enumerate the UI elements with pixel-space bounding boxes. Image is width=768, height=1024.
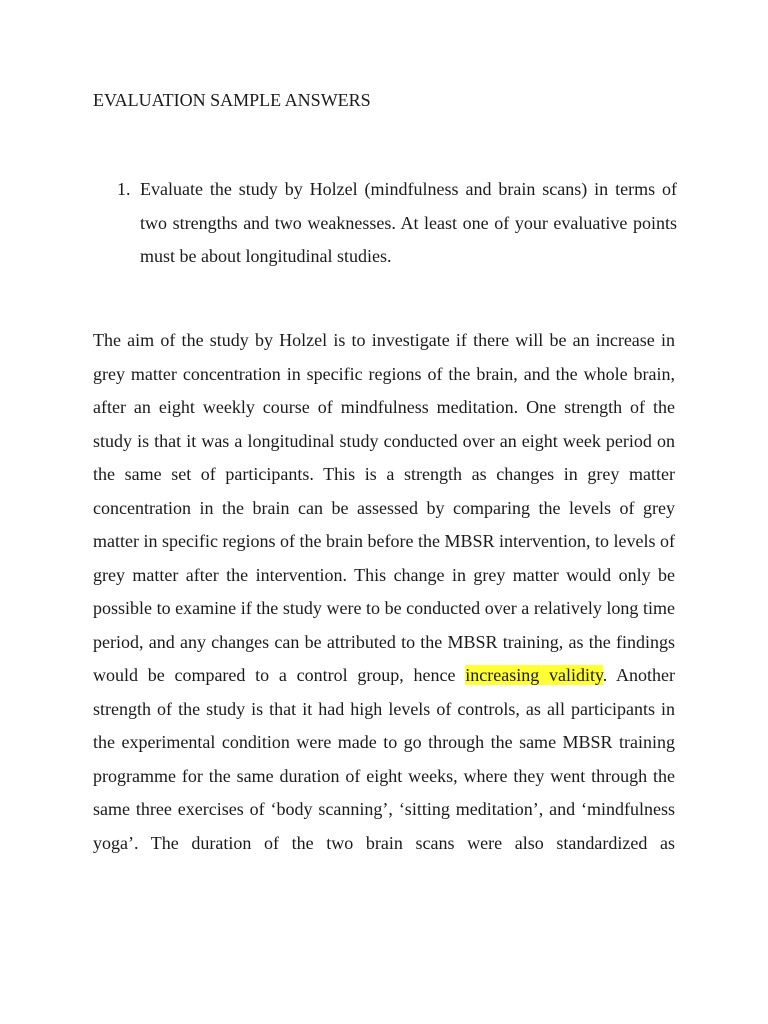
question-text: Evaluate the study by Holzel (mindfulness and brain scans) in terms of two strengths and two weaknesses. At least one of your evaluative points must be about longitudinal studies. — [140, 179, 677, 266]
answer-paragraph — [93, 324, 675, 860]
answer-body — [93, 324, 675, 860]
answer-text-part1: The aim of the study by Holzel is to investigate if there will be an increase in grey matter concentration in specific regions of the brain, and the whole brain, after an eight weekly course of mindfulness meditation. One strength of the study is that it was a longitudinal study conducted over an eight week period on the same set of participants. This is a strength as changes in grey matter concentration in the brain can be assessed by comparing the levels of grey matter in specific regions of the brain before the MBSR intervention, to levels of grey matter after the intervention. This change in grey matter would only be possible to examine if the study were to be conducted over a relatively long time period, and any changes can be attributed to the MBSR training, as the findings would be compared to a control group, hence — [93, 330, 675, 685]
highlighted-text: increasing validity — [465, 665, 603, 685]
answer-text-part2: . Another strength of the study is that it had high levels of controls, as all participants in the experimental condition were made to go through the same MBSR training programme for the same duration of eight weeks, where they went through the same three exercises of ‘body scanning’, ‘sitting meditation’, and ‘mindfulness yoga’. The duration of the two brain scans were also standardized as — [93, 665, 676, 853]
question-item — [117, 173, 677, 274]
question-number: 1. — [117, 179, 131, 199]
document-heading: EVALUATION SAMPLE ANSWERS — [93, 90, 371, 110]
